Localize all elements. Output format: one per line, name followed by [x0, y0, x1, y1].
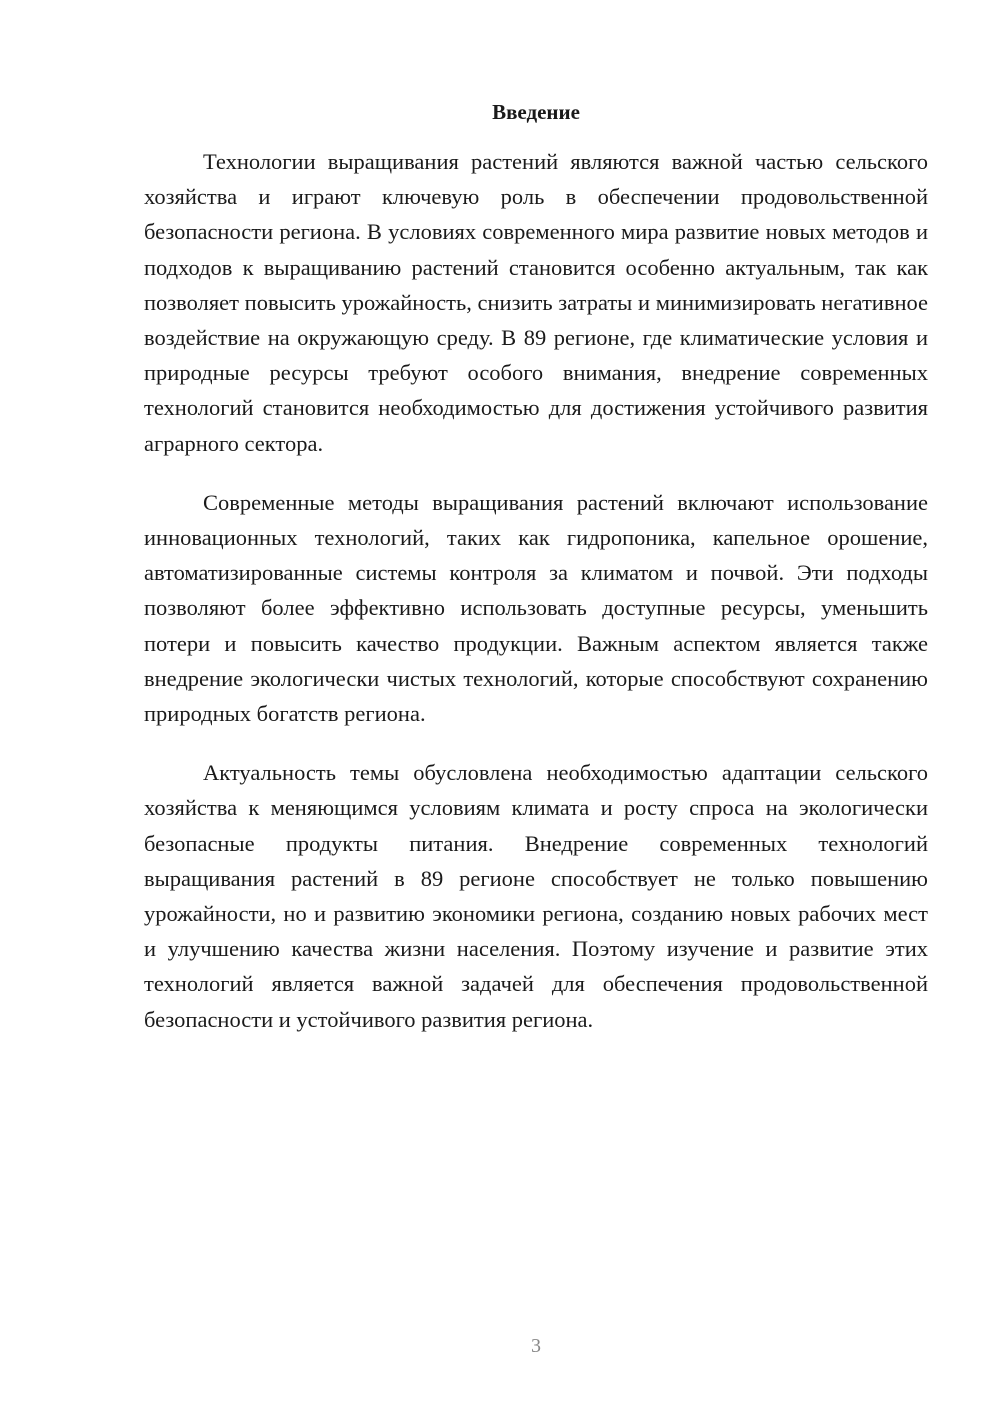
paragraph-2: Современные методы выращивания растений включают использование инновационных технологий, таких как гидропоника, капельное орошение, автоматизированные системы контроля за климатом и почвой. Эти подходы позволяют более эффективно использовать доступные ресурсы, уменьшить потери и повысить качество продукции. Важным аспектом является также внедрение экологически чистых технологий, которые способствуют сохранению природных богатств региона.: [144, 489, 928, 727]
page-number: 3: [531, 1335, 541, 1357]
paragraph-3: Актуальность темы обусловлена необходимостью адаптации сельского хозяйства к меняющимся условиям климата и росту спроса на экологически безопасные продукты питания. Внедрение современных технологий выращивания растений в 89 регионе способствует не только повышению урожайности, но и развитию экономики региона, созданию новых рабочих мест и улучшению качества жизни населения. Поэтому изучение и развитие этих технологий является важной задачей для обеспечения продовольственной безопасности и устойчивого развития региона.: [144, 760, 928, 1032]
page-content: [144, 92, 928, 1037]
paragraph-1: Технологии выращивания растений являются важной частью сельского хозяйства и играют ключевую роль в обеспечении продовольственной безопасности региона. В условиях современного мира развитие новых методов и подходов к выращиванию растений становится особенно актуальным, так как позволяет повысить урожайность, снизить затраты и минимизировать негативное воздействие на окружающую среду. В 89 регионе, где климатические условия и природные ресурсы требуют особого внимания, внедрение современных технологий становится необходимостью для достижения устойчивого развития аграрного сектора.: [144, 149, 928, 456]
section-title: Введение: [492, 100, 580, 124]
